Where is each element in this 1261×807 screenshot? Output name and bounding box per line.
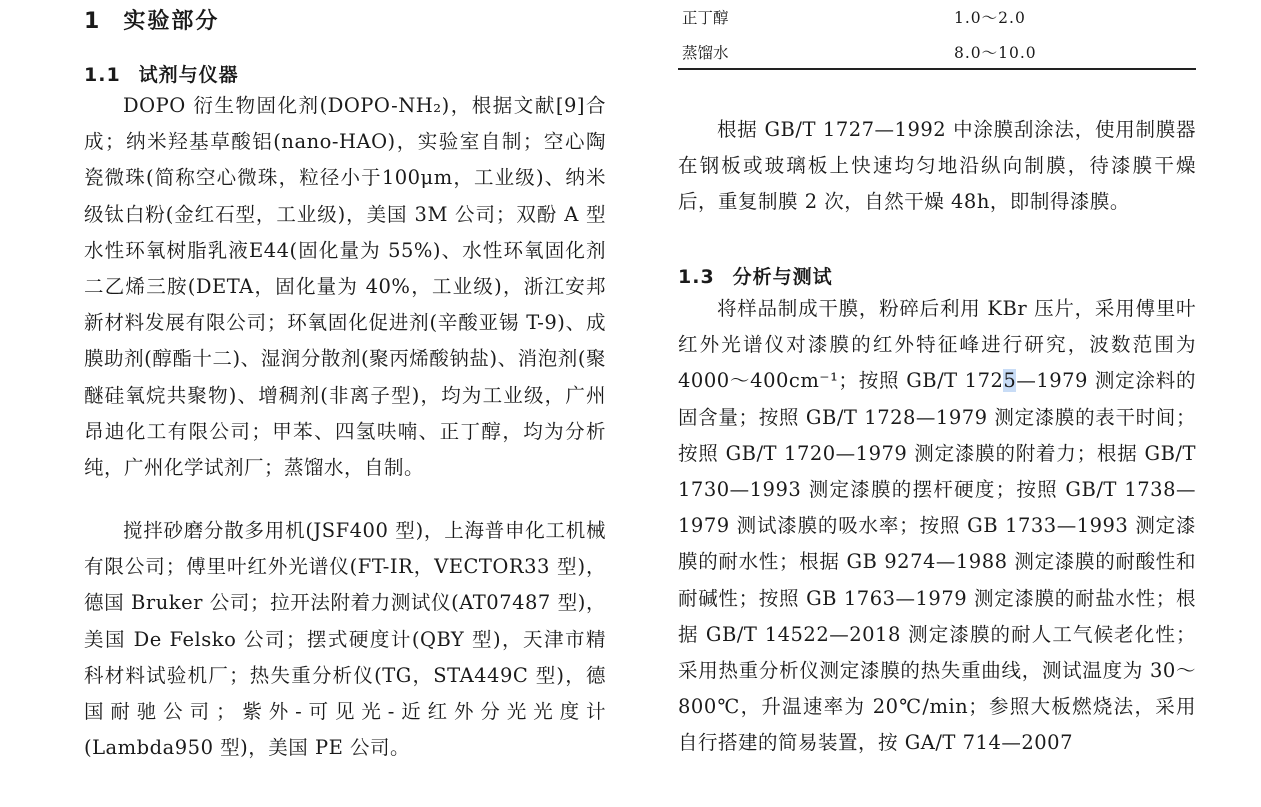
testing-text-part-b: —1979 测定涂料的固含量；按照 GB/T 1728—1979 测定漆膜的表干时间；按照 GB/T 1720—1979 测定漆膜的附着力；根据 GB/T 1730—1993 测定漆膜的摆杆硬度；按照 GB/T 1738—1979 测试漆膜的吸水率；按照 GB 1733—1993 测定漆膜的耐水性；根据 GB 9274—1988 测定漆膜的耐酸性和耐碱性；按照 GB 1763—1979 测定漆膜的耐盐水性；根据 GB/T 14522—2018 测定漆膜的耐人工气候老化性；采用热重分析仪测定漆膜的热失重曲线，测试温度为 30～800℃，升温速率为 20℃/min；参照大板燃烧法，采用自行搭建的简易装置，按 GA/T 714—2007 (678, 369, 1197, 755)
section-heading (84, 4, 219, 35)
table-bottom-rule (678, 68, 1196, 70)
table-cell-value: 8.0～10.0 (954, 44, 1037, 62)
testing-text-part-a: 将样品制成干膜，粉碎后利用 KBr 压片，采用傅里叶红外光谱仪对漆膜的红外特征峰进行研究，波数范围为 4000～400cm⁻¹；按照 GB/T 172 (678, 297, 1196, 393)
reagents-paragraph: DOPO 衍生物固化剂(DOPO-NH₂)，根据文献[9]合成；纳米羟基草酸铝(nano-HAO)，实验室自制；空心陶瓷微珠(简称空心微珠，粒径小于100μm，工业级)、纳米级钛白粉(金红石型，工业级)，美国 3M 公司；双酚 A 型水性环氧树脂乳液E44(固化量为 55%)、水性环氧固化剂二乙烯三胺(DETA，固化量为 40%，工业级)，浙江安邦新材料发展有限公司；环氧固化促进剂(辛酸亚锡 T-9)、成膜助剂(醇酯十二)、湿润分散剂(聚丙烯酸钠盐)、消泡剂(聚醚硅氧烷共聚物)、增稠剂(非离子型)，均为工业级，广州昂迪化工有限公司；甲苯、四氢呋喃、正丁醇，均为分析纯，广州化学试剂厂；蒸馏水，自制。 (84, 94, 606, 480)
subsection-heading-1-3 (678, 262, 833, 289)
film-preparation-paragraph: 根据 GB/T 1727—1992 中涂膜刮涂法，使用制膜器在钢板或玻璃板上快速均匀地沿纵向制膜，待漆膜干燥后，重复制膜 2 次，自然干燥 48h，即制得漆膜。 (678, 118, 1196, 214)
subsection-number: 1.1 (84, 64, 121, 86)
table-cell-name: 正丁醇 (682, 9, 729, 27)
table-cell-name: 蒸馏水 (682, 44, 729, 62)
subsection-title: 试剂与仪器 (138, 64, 239, 86)
section-number: 1 (84, 9, 102, 34)
instruments-paragraph: 搅拌砂磨分散多用机(JSF400 型)，上海普申化工机械有限公司；傅里叶红外光谱仪(FT-IR，VECTOR33 型)，德国 Bruker 公司；拉开法附着力测试仪(AT07487 型)，美国 De Felsko 公司；摆式硬度计(QBY 型)，天津市精科材料试验机厂；热失重分析仪(TG，STA449C 型)，德国耐驰公司；紫外-可见光-近红外分光光度计(Lambda950 型)，美国 PE 公司。 (84, 519, 606, 760)
section-title: 实验部分 (123, 9, 220, 34)
table-cell-value: 1.0～2.0 (954, 9, 1026, 27)
subsection-title: 分析与测试 (732, 266, 833, 288)
table-row (678, 35, 1196, 71)
text-selection-highlight[interactable]: 5 (1003, 369, 1017, 393)
testing-paragraph (678, 291, 1196, 762)
subsection-heading-1-1 (84, 60, 239, 87)
table-row (678, 0, 1196, 36)
subsection-number: 1.3 (678, 266, 715, 288)
